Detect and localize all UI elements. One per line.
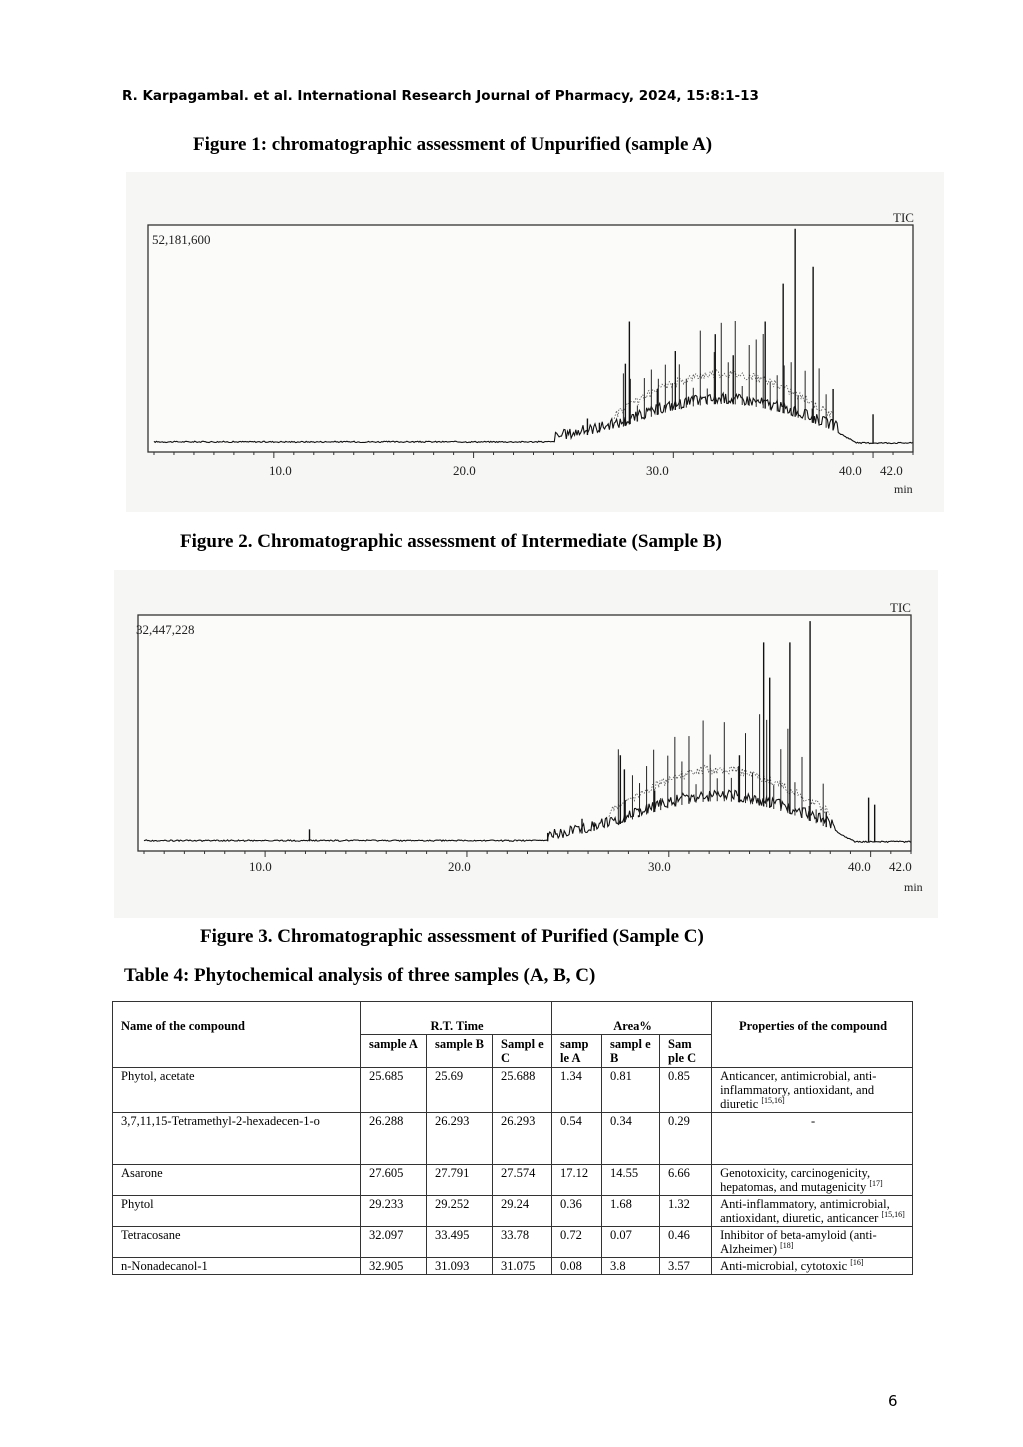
area-a: 0.08 — [552, 1258, 602, 1275]
properties-cell — [712, 1258, 913, 1275]
figure-3-caption: Figure 3. Chromatographic assessment of Purified (Sample C) — [200, 926, 704, 947]
x-tick-label: 10.0 — [269, 463, 292, 478]
rt-b: 29.252 — [427, 1196, 493, 1227]
rt-c: 25.688 — [493, 1068, 552, 1113]
rt-b: 27.791 — [427, 1165, 493, 1196]
tic-label: TIC — [890, 600, 911, 615]
area-b: 14.55 — [602, 1165, 660, 1196]
properties-text: Anti-microbial, cytotoxic — [720, 1259, 848, 1273]
compound-name: Tetracosane — [113, 1227, 361, 1258]
rt-a: 26.288 — [361, 1113, 427, 1165]
figure-2-caption: Figure 2. Chromatographic assessment of Intermediate (Sample B) — [180, 531, 722, 552]
area-b: 1.68 — [602, 1196, 660, 1227]
x-tick-label: 10.0 — [249, 859, 272, 874]
max-intensity-label: 32,447,228 — [136, 622, 195, 637]
citation: [15,16] — [881, 1209, 905, 1219]
rt-c: 27.574 — [493, 1165, 552, 1196]
rt-b: 33.495 — [427, 1227, 493, 1258]
rt-b: 26.293 — [427, 1113, 493, 1165]
x-tick-label: 20.0 — [448, 859, 471, 874]
plot-frame — [138, 615, 911, 851]
area-b: 0.34 — [602, 1113, 660, 1165]
header-rt: R.T. Time — [361, 1002, 552, 1035]
table-title: Table 4: Phytochemical analysis of three samples (A, B, C) — [124, 965, 596, 986]
x-tick-label: 42.0 — [889, 859, 912, 874]
tic-label: TIC — [893, 210, 914, 225]
rt-b: 31.093 — [427, 1258, 493, 1275]
area-b: 3.8 — [602, 1258, 660, 1275]
chromatogram-b-svg — [114, 570, 938, 918]
table-row — [113, 1196, 913, 1227]
table-row — [113, 1227, 913, 1258]
page-number: 6 — [888, 1392, 898, 1410]
properties-text: Inhibitor of beta-amyloid (anti-Alzheimer) — [720, 1228, 877, 1256]
rt-c: 29.24 — [493, 1196, 552, 1227]
properties-text: Anticancer, antimicrobial, anti-inflammatory, antioxidant, and diuretic — [720, 1069, 877, 1111]
area-a: 0.54 — [552, 1113, 602, 1165]
area-c: 3.57 — [660, 1258, 712, 1275]
header-name: Name of the compound — [113, 1002, 361, 1068]
citation: [15,16] — [761, 1095, 785, 1105]
properties-cell — [712, 1068, 913, 1113]
rt-a: 27.605 — [361, 1165, 427, 1196]
x-tick-label: 30.0 — [648, 859, 671, 874]
compound-name: 3,7,11,15-Tetramethyl-2-hexadecen-1-o — [113, 1113, 361, 1165]
area-a: 0.36 — [552, 1196, 602, 1227]
x-tick-label: 40.0 — [848, 859, 871, 874]
area-a: 0.72 — [552, 1227, 602, 1258]
rt-c: 33.78 — [493, 1227, 552, 1258]
properties-cell — [712, 1227, 913, 1258]
header-properties: Properties of the compound — [712, 1002, 913, 1068]
table-row — [113, 1068, 913, 1113]
x-tick-label: 42.0 — [880, 463, 903, 478]
properties-text: Anti-inflammatory, antimicrobial, antioxidant, diuretic, anticancer — [720, 1197, 890, 1225]
table-row — [113, 1165, 913, 1196]
compound-name: Asarone — [113, 1165, 361, 1196]
chromatogram-a-svg — [126, 172, 944, 512]
compound-name: n-Nonadecanol-1 — [113, 1258, 361, 1275]
x-tick-label: 30.0 — [646, 463, 669, 478]
area-c: 0.29 — [660, 1113, 712, 1165]
figure-1-caption: Figure 1: chromatographic assessment of Unpurified (sample A) — [193, 134, 713, 155]
chromatogram-a — [126, 172, 944, 512]
max-intensity-label: 52,181,600 — [152, 232, 211, 247]
area-c: 6.66 — [660, 1165, 712, 1196]
plot-frame — [148, 225, 913, 452]
header-area-sample-c: Sam ple C — [660, 1035, 712, 1068]
area-c: 0.85 — [660, 1068, 712, 1113]
rt-a: 32.097 — [361, 1227, 427, 1258]
area-a: 17.12 — [552, 1165, 602, 1196]
properties-text: Genotoxicity, carcinogenicity, hepatomas, and mutagenicity — [720, 1166, 871, 1194]
compound-name: Phytol — [113, 1196, 361, 1227]
compound-name: Phytol, acetate — [113, 1068, 361, 1113]
header-rt-sample-b: sample B — [427, 1035, 493, 1068]
header-area-sample-b: sampl e B — [602, 1035, 660, 1068]
x-tick-label: 20.0 — [453, 463, 476, 478]
x-axis-unit: min — [904, 880, 923, 894]
area-c: 0.46 — [660, 1227, 712, 1258]
area-b: 0.07 — [602, 1227, 660, 1258]
citation: [18] — [780, 1240, 794, 1250]
running-head: R. Karpagambal. et al. International Research Journal of Pharmacy, 2024, 15:8:1-13 — [122, 88, 759, 104]
rt-a: 32.905 — [361, 1258, 427, 1275]
properties-cell: - — [712, 1113, 913, 1165]
table-row — [113, 1113, 913, 1165]
header-rt-sample-a: sample A — [361, 1035, 427, 1068]
header-area-sample-a: samp le A — [552, 1035, 602, 1068]
rt-c: 26.293 — [493, 1113, 552, 1165]
properties-cell — [712, 1196, 913, 1227]
table-row — [113, 1258, 913, 1275]
area-a: 1.34 — [552, 1068, 602, 1113]
header-area: Area% — [552, 1002, 712, 1035]
area-b: 0.81 — [602, 1068, 660, 1113]
phytochemical-table — [112, 1001, 913, 1275]
x-tick-label: 40.0 — [839, 463, 862, 478]
area-c: 1.32 — [660, 1196, 712, 1227]
citation: [17] — [869, 1178, 883, 1188]
rt-c: 31.075 — [493, 1258, 552, 1275]
properties-cell — [712, 1165, 913, 1196]
chromatogram-b — [114, 570, 938, 918]
header-rt-sample-c: Sampl e C — [493, 1035, 552, 1068]
citation: [16] — [850, 1257, 864, 1267]
rt-a: 25.685 — [361, 1068, 427, 1113]
x-axis-unit: min — [894, 482, 913, 496]
rt-a: 29.233 — [361, 1196, 427, 1227]
rt-b: 25.69 — [427, 1068, 493, 1113]
